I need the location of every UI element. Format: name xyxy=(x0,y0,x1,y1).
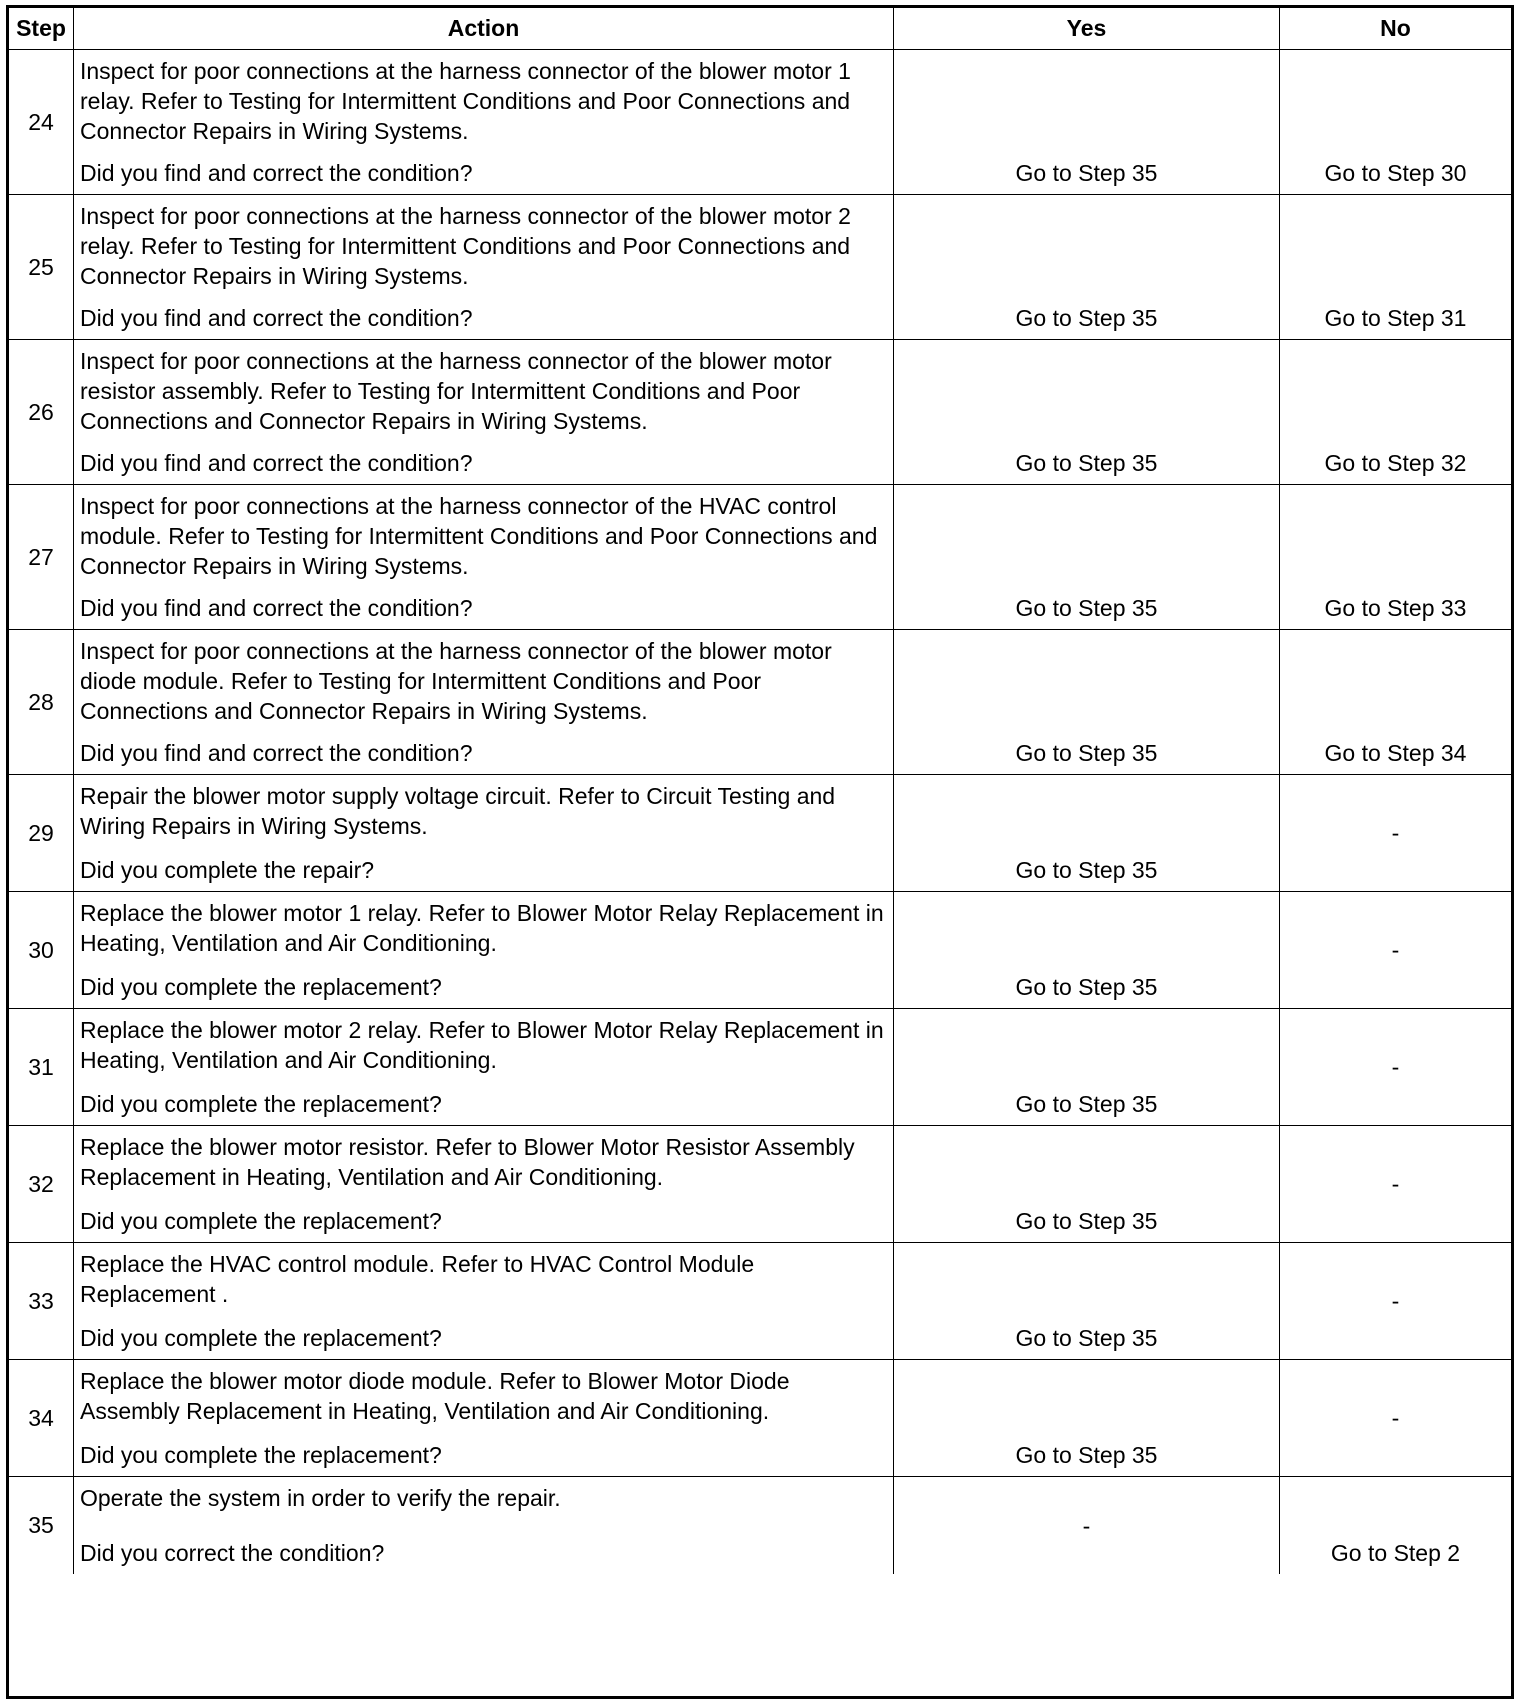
yes-outcome: Go to Step 35 xyxy=(894,195,1280,339)
action-instruction: Inspect for poor connections at the harness connector of the blower motor diode module. Refer to Testing for Intermittent Conditions and Poor Connections and Connector Repairs in Wiring Systems. xyxy=(80,638,832,724)
step-number: 34 xyxy=(9,1360,74,1476)
action-cell xyxy=(74,1009,894,1125)
yes-outcome: Go to Step 35 xyxy=(894,340,1280,484)
action-question: Did you complete the repair? xyxy=(80,857,375,883)
yes-outcome: Go to Step 35 xyxy=(894,1009,1280,1125)
action-instruction: Repair the blower motor supply voltage circuit. Refer to Circuit Testing and Wiring Repairs in Wiring Systems. xyxy=(80,783,836,839)
no-outcome: - xyxy=(1391,820,1400,846)
step-number: 30 xyxy=(9,892,74,1008)
action-instruction: Inspect for poor connections at the harness connector of the HVAC control module. Refer to Testing for Intermittent Conditions and Poor Connections and Connector Repairs in Wiring Systems. xyxy=(80,493,878,579)
action-instruction: Inspect for poor connections at the harness connector of the blower motor 1 relay. Refer to Testing for Intermittent Conditions and Poor Connections and Connector Repairs in Wiring Systems. xyxy=(80,58,851,144)
yes-outcome: Go to Step 35 xyxy=(894,1126,1280,1242)
step-number: 27 xyxy=(9,485,74,629)
no-outcome: Go to Step 31 xyxy=(1324,305,1467,331)
diagnostic-table xyxy=(6,5,1514,1699)
action-instruction: Replace the blower motor resistor. Refer to Blower Motor Resistor Assembly Replacement in Heating, Ventilation and Air Conditioning. xyxy=(80,1134,855,1190)
no-outcome: Go to Step 2 xyxy=(1330,1540,1461,1566)
step-number: 24 xyxy=(9,50,74,194)
no-outcome: Go to Step 33 xyxy=(1324,595,1467,621)
action-question: Did you complete the replacement? xyxy=(80,1325,442,1351)
action-question: Did you find and correct the condition? xyxy=(80,595,473,621)
yes-outcome: - xyxy=(894,1477,1280,1574)
table-row xyxy=(9,892,1511,1009)
action-cell xyxy=(74,50,894,194)
step-number: 32 xyxy=(9,1126,74,1242)
action-question: Did you find and correct the condition? xyxy=(80,740,473,766)
action-instruction: Replace the blower motor 1 relay. Refer to Blower Motor Relay Replacement in Heating, Ventilation and Air Conditioning. xyxy=(80,900,884,956)
action-cell xyxy=(74,630,894,774)
action-question: Did you complete the replacement? xyxy=(80,1091,442,1117)
table-row xyxy=(9,485,1511,630)
action-question: Did you find and correct the condition? xyxy=(80,450,473,476)
step-number: 31 xyxy=(9,1009,74,1125)
table-row xyxy=(9,195,1511,340)
action-instruction: Replace the blower motor 2 relay. Refer to Blower Motor Relay Replacement in Heating, Ventilation and Air Conditioning. xyxy=(80,1017,884,1073)
no-outcome: - xyxy=(1391,1405,1400,1431)
action-cell xyxy=(74,1360,894,1476)
table-row xyxy=(9,630,1511,775)
action-cell xyxy=(74,195,894,339)
action-question: Did you complete the replacement? xyxy=(80,974,442,1000)
action-cell xyxy=(74,892,894,1008)
yes-outcome: Go to Step 35 xyxy=(894,630,1280,774)
action-instruction: Inspect for poor connections at the harness connector of the blower motor resistor assembly. Refer to Testing for Intermittent Conditions and Poor Connections and Connector Repairs in Wiring Systems. xyxy=(80,348,832,434)
table-row xyxy=(9,1009,1511,1126)
no-outcome: Go to Step 32 xyxy=(1324,450,1467,476)
step-number: 28 xyxy=(9,630,74,774)
action-cell xyxy=(74,775,894,891)
no-outcome: - xyxy=(1391,1171,1400,1197)
no-outcome: - xyxy=(1391,1054,1400,1080)
header-no: No xyxy=(1380,15,1411,41)
table-row xyxy=(9,1243,1511,1360)
yes-outcome: Go to Step 35 xyxy=(894,1243,1280,1359)
header-action: Action xyxy=(74,8,894,49)
table-header xyxy=(9,8,1511,50)
table-row xyxy=(9,50,1511,195)
action-instruction: Replace the HVAC control module. Refer to HVAC Control Module Replacement . xyxy=(80,1251,755,1307)
no-outcome: - xyxy=(1391,937,1400,963)
no-outcome: - xyxy=(1391,1288,1400,1314)
table-row xyxy=(9,1360,1511,1477)
header-yes: Yes xyxy=(894,8,1280,49)
action-cell xyxy=(74,485,894,629)
yes-outcome: Go to Step 35 xyxy=(894,892,1280,1008)
step-number: 35 xyxy=(9,1477,74,1574)
header-step: Step xyxy=(9,8,74,49)
yes-outcome: Go to Step 35 xyxy=(894,775,1280,891)
step-number: 26 xyxy=(9,340,74,484)
table-row xyxy=(9,1126,1511,1243)
action-cell xyxy=(74,1126,894,1242)
action-question: Did you find and correct the condition? xyxy=(80,305,473,331)
table-row xyxy=(9,1477,1511,1574)
no-outcome: Go to Step 34 xyxy=(1324,740,1467,766)
action-question: Did you complete the replacement? xyxy=(80,1442,442,1468)
table-row xyxy=(9,775,1511,892)
step-number: 25 xyxy=(9,195,74,339)
no-outcome: Go to Step 30 xyxy=(1324,160,1467,186)
action-question: Did you correct the condition? xyxy=(80,1540,385,1566)
action-instruction: Inspect for poor connections at the harness connector of the blower motor 2 relay. Refer to Testing for Intermittent Conditions and Poor Connections and Connector Repairs in Wiring Systems. xyxy=(80,203,851,289)
yes-outcome: Go to Step 35 xyxy=(894,485,1280,629)
step-number: 29 xyxy=(9,775,74,891)
action-cell xyxy=(74,1243,894,1359)
yes-outcome: Go to Step 35 xyxy=(894,50,1280,194)
action-question: Did you complete the replacement? xyxy=(80,1208,442,1234)
action-cell xyxy=(74,340,894,484)
action-instruction: Operate the system in order to verify the repair. xyxy=(80,1485,561,1511)
table-row xyxy=(9,340,1511,485)
action-instruction: Replace the blower motor diode module. Refer to Blower Motor Diode Assembly Replacement in Heating, Ventilation and Air Conditioning. xyxy=(80,1368,790,1424)
action-question: Did you find and correct the condition? xyxy=(80,160,473,186)
yes-outcome: Go to Step 35 xyxy=(894,1360,1280,1476)
step-number: 33 xyxy=(9,1243,74,1359)
action-cell xyxy=(74,1477,894,1574)
